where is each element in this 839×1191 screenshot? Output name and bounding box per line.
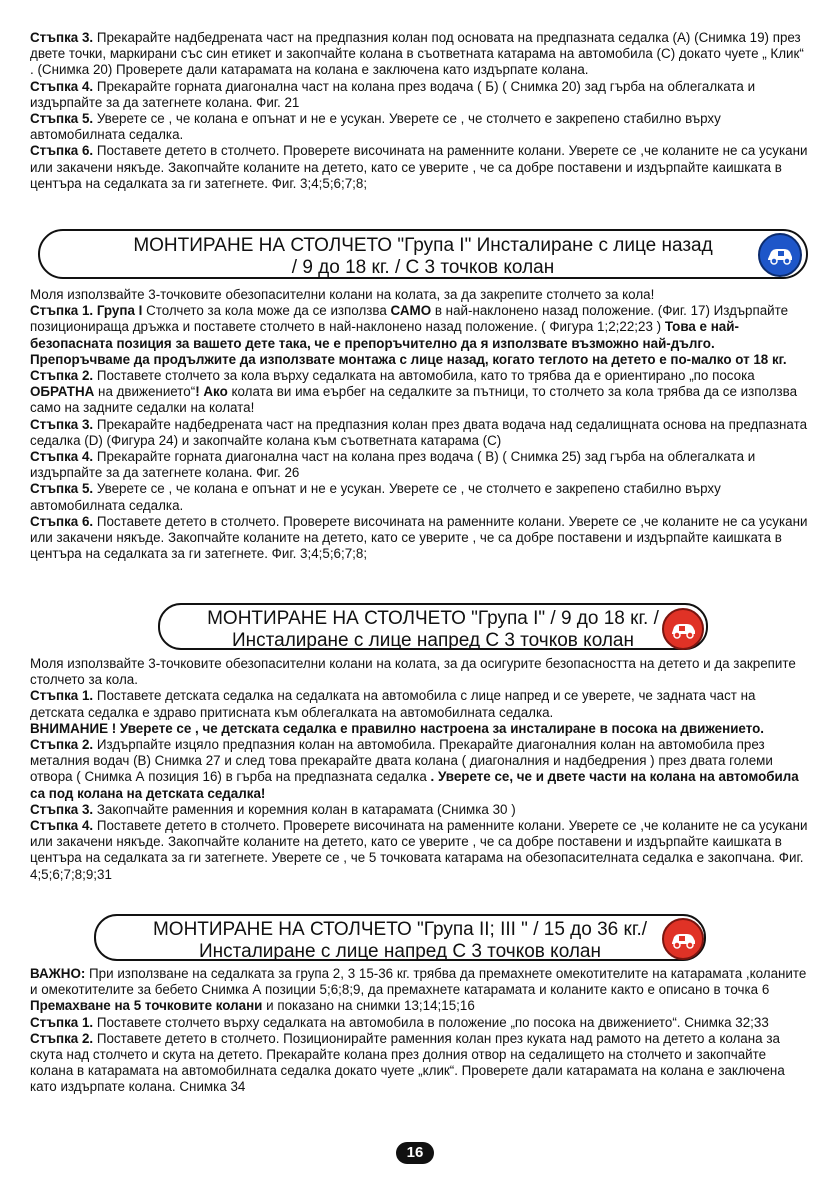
warning-paragraph: ВНИМАНИЕ ! Уверете се , че детската седалка е правилно настроена за инсталиране в посока на движението. <box>30 720 764 736</box>
car-seat-forward-facing-icon <box>662 608 704 650</box>
banner-title-line-2: Инсталиране с лице напред С 3 точков колан <box>199 941 601 962</box>
page-number: 16 <box>396 1142 434 1164</box>
step-4-paragraph: Стъпка 4. Прекарайте горната диагонална част на колана през водача ( В) ( Снимка 25) зад гърба на облегалката и издърпайте за да затегнете колана. Фиг. 26 <box>30 449 756 481</box>
step-6-paragraph: Стъпка 6. Поставете детето в столчето. Проверете височината на раменните колани. Уверете се ,че коланите не са усукани или закачени някъде. Закопчайте коланите на детето, като се уверите , че са добре поставени и издърпайте каишката в центъра на седалката за ги затегнете. Фиг. 3;4;5;6;7;8; <box>30 143 808 191</box>
step-1-paragraph: Стъпка 1. Поставете детската седалка на седалката на автомобила с лице напред и се уверете, че задната част на детската седалка е здраво притисната към облегалката на автомобилната седалка. <box>30 688 756 720</box>
banner-group-1-rear-facing <box>38 229 808 279</box>
car-seat-forward-facing-icon <box>662 918 704 960</box>
banner-title-line-1: МОНТИРАНЕ НА СТОЛЧЕТО "Група II; III " / 15 до 36 кг./ <box>152 919 648 940</box>
banner-title-line-1: МОНТИРАНЕ НА СТОЛЧЕТО "Група I" / 9 до 18 кг. / <box>207 608 659 629</box>
banner-group-2-3-forward-facing <box>94 914 706 961</box>
section-group-1-rear-facing <box>30 287 810 562</box>
step-3-paragraph: Стъпка 3. Прекарайте надбедрената част на предпазния колан през двата водача над седалищната основа на предпазната седалка (D) (Фигура 24) и закопчайте колана към съответната катарама (С) <box>30 416 808 448</box>
section-group-1-forward-facing <box>30 656 810 883</box>
intro-paragraph: Моля използвайте 3-точковите обезопасителни колани на колата, за да закрепите столчето за кола! <box>30 287 655 302</box>
step-3-paragraph: Стъпка 3. Закопчайте раменния и коремния колан в катарамата (Снимка 30 ) <box>30 801 516 817</box>
section-group-2-3-forward-facing <box>30 966 810 1096</box>
step-4-paragraph: Стъпка 4. Поставете детето в столчето. Проверете височината на раменните колани. Уверете се ,че коланите не са усукани или закачени някъде. Закопчайте коланите на детето, като се уверите , че са добре поставени и издърпайте каишката в центъра на седалката за ги затегнете. Уверете се , че 5 точковата катарама на обезопасителната седалка е закопчана. Фиг. 4;5;6;7;8;9;31 <box>30 818 808 882</box>
step-2-paragraph: Стъпка 2. Поставете детето в столчето. Позиционирайте раменния колан през куката над рамото на детето а колана за скута над столчето и скута на детето. Прекарайте колана през долния отвор на седалището на столчето и закопчайте колана в катарамата на автомобилната седалка докато чуете „клик“. Проверете дали катарамата на колана е заключена като издърпате колана. Снимка 34 <box>30 1030 785 1095</box>
banner-title-line-2: / 9 до 18 кг. / С 3 точков колан <box>291 257 555 278</box>
step-1-paragraph: Стъпка 1. Поставете столчето върху седалката на автомобила в положение „по посока на движението“. Снимка 32;33 <box>30 1014 769 1030</box>
section-top <box>30 30 810 192</box>
step-4-paragraph: Стъпка 4. Прекарайте горната диагонална част на колана през водача ( Б) ( Снимка 20) зад гърба на облегалката и издърпайте за да затегнете колана. Фиг. 21 <box>30 78 756 110</box>
banner-title-line-2: Инсталиране с лице напред С 3 точков колан <box>232 630 634 651</box>
step-1-paragraph: Стъпка 1. Група I Столчето за кола може да се използва САМО в най-наклонено назад положение. (Фиг. 17) Издърпайте позиционираща дръжка и поставете столчето в най-наклонено назад положение. ( Фигура 1;2;22;23 ) Това е най-безопасната позиция за вашето дете така, че е препоръчително да я използвате възможно най-дълго. Препоръчваме да продължите да използвате монтажа с лице назад, когато теглото на детето е по-малко от 18 кг. <box>30 303 789 367</box>
step-5-paragraph: Стъпка 5. Уверете се , че колана е опънат и не е усукан. Уверете се , че столчето е закрепено стабилно върху автомобилната седалка. <box>30 111 721 143</box>
step-2-paragraph: Стъпка 2. Издърпайте изцяло предпазния колан на автомобила. Прекарайте диагоналния колан на автомобила през металния водач (В) Снимка 27 и след това прекарайте двата колана ( диагоналния и надбедрения ) през двата големи отвора ( Снимка А позиция 16) в гърба на предпазната седалка . Уверете се, че и двете части на колана на автомобила са под колана на детската седалка! <box>30 737 799 801</box>
banner-title-line-1: МОНТИРАНЕ НА СТОЛЧЕТО "Група I" Инсталиране с лице назад <box>133 235 713 256</box>
banner-group-1-forward-facing <box>158 603 708 650</box>
step-5-paragraph: Стъпка 5. Уверете се , че колана е опънат и не е усукан. Уверете се , че столчето е закрепено стабилно върху автомобилната седалка. <box>30 481 721 513</box>
intro-paragraph: Моля използвайте 3-точковите обезопасителни колани на колата, за да осигурите безопасността на детето и да закрепите столчето за кола. <box>30 656 796 688</box>
step-6-paragraph: Стъпка 6. Поставете детето в столчето. Проверете височината на раменните колани. Уверете се ,че коланите не са усукани или закачени някъде. Закопчайте коланите на детето, като се уверите , че са добре поставени и издърпайте каишката в центъра на седалката за ги затегнете. Фиг. 3;4;5;6;7;8; <box>30 513 808 562</box>
car-seat-rear-facing-icon <box>758 233 802 277</box>
important-paragraph: ВАЖНО: При използване на седалката за група 2, 3 15-36 кг. трябва да премахнете омекотителите на катарамата ,коланите и омекотителите за бебето Снимка А позиции 5;6;8;9, да премахнете катарамата и коланите както е описано в точка 6 Премахване на 5 точковите колани и показано на снимки 13;14;15;16 <box>30 966 807 1014</box>
step-3-paragraph: Стъпка 3. Прекарайте надбедрената част на предпазния колан под основата на предпазната седалка (А) (Снимка 19) през двете точки, маркирани със син етикет и закопчайте колана в съответната катарама на автомобила (С) докато чуете „ Клик“ . (Снимка 20) Проверете дали катарамата на колана е заключена като издърпате колана. <box>30 30 804 78</box>
step-2-paragraph: Стъпка 2. Поставете столчето за кола върху седалката на автомобила, като то трябва да е ориентирано „по посока ОБРАТНА на движението“! Ако колата ви има еърбег на седалките за пътници, то столчето за кола трябва да се използва само на задните седалки на колата! <box>30 368 798 416</box>
